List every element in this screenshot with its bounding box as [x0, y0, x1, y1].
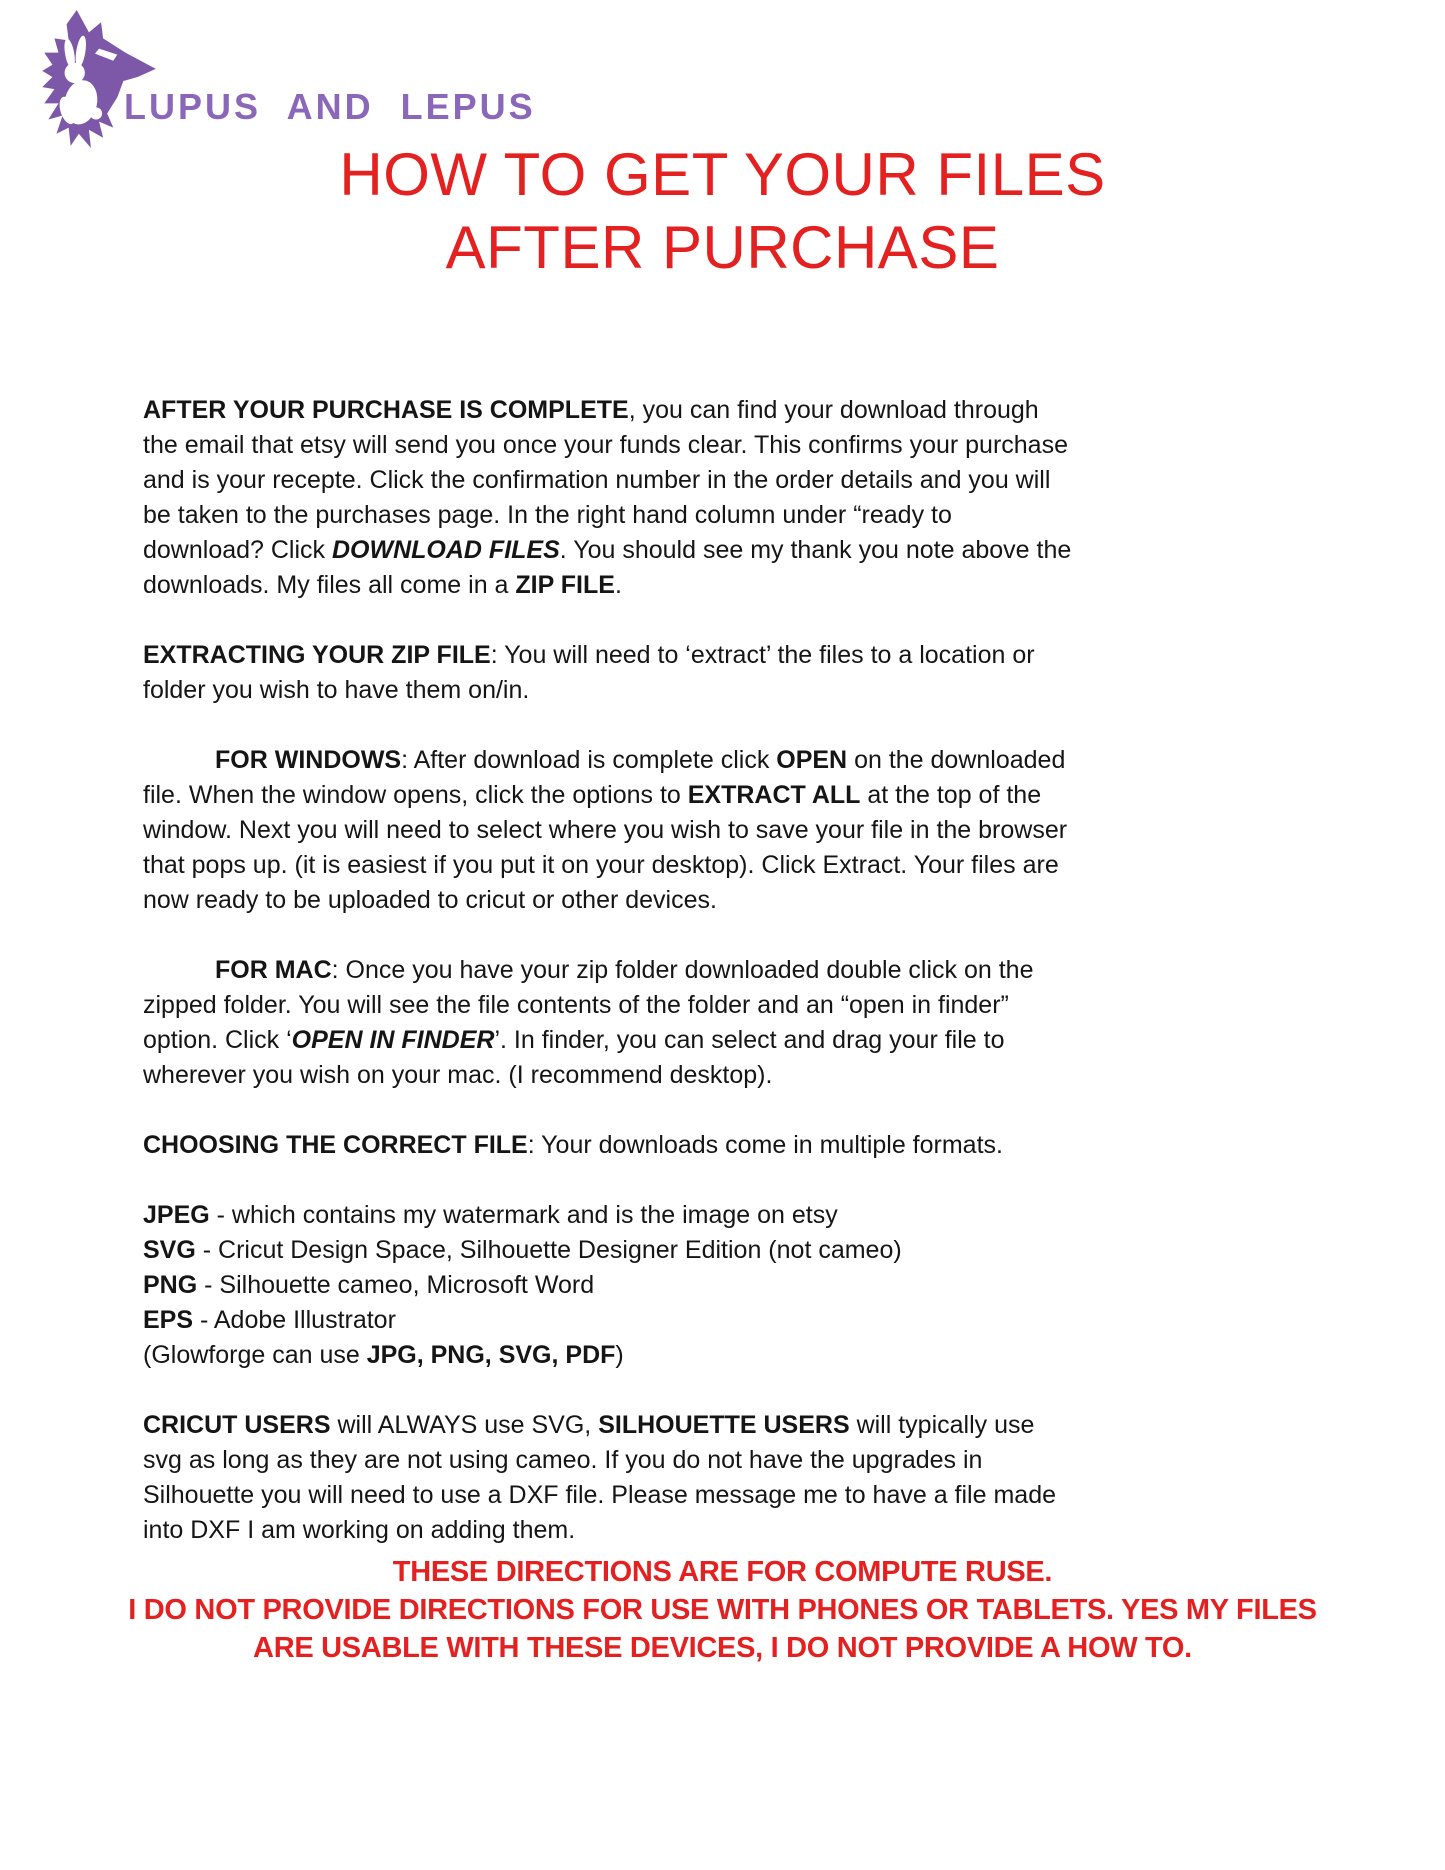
- page-title: [0, 138, 1445, 284]
- paragraph: PNG - Silhouette cameo, Microsoft Word: [143, 1271, 595, 1299]
- logo: [28, 8, 648, 158]
- brand-name: LUPUS AND LEPUS: [124, 86, 536, 127]
- paragraph: SVG - Cricut Design Space, Silhouette Designer Edition (not cameo): [143, 1236, 902, 1264]
- paragraph: FOR WINDOWS: After download is complete click OPEN on the downloaded file. When the window opens, click the options to EXTRACT ALL at the top of the window. Next you will need to select where you wish to save your file in the browser that pops up. (it is easiest if you put it on your desktop). Click Extract. Your files are now ready to be uploaded to cricut or other devices.: [143, 746, 1068, 914]
- warning-line: ARE USABLE WITH THESE DEVICES, I DO NOT PROVIDE A HOW TO.: [253, 1632, 1192, 1664]
- paragraph: FOR MAC: Once you have your zip folder downloaded double click on the zipped folder. You will see the file contents of the folder and an “open in finder” option. Click ‘OPEN IN FINDER’. In finder, you can select and drag your file to wherever you wish on your mac. (I recommend desktop).: [143, 956, 1034, 1089]
- body-text: [143, 393, 1073, 1548]
- page-title-line-2: AFTER PURCHASE: [445, 214, 1000, 281]
- page-title-line-1: HOW TO GET YOUR FILES: [339, 141, 1106, 208]
- warning-line: THESE DIRECTIONS ARE FOR COMPUTE RUSE.: [392, 1556, 1053, 1588]
- paragraph: JPEG - which contains my watermark and is the image on etsy: [143, 1201, 838, 1229]
- paragraph: CHOOSING THE CORRECT FILE: Your downloads come in multiple formats.: [143, 1131, 1003, 1159]
- paragraph: EXTRACTING YOUR ZIP FILE: You will need to ‘extract’ the files to a location or folder you wish to have them on/in.: [143, 641, 1035, 704]
- paragraph: CRICUT USERS will ALWAYS use SVG, SILHOUETTE USERS will typically use svg as long as they are not using cameo. If you do not have the upgrades in Silhouette you will need to use a DXF file. Please message me to have a file made into DXF I am working on adding them.: [143, 1411, 1057, 1544]
- warning-text: [0, 1553, 1445, 1667]
- paragraph: AFTER YOUR PURCHASE IS COMPLETE, you can find your download through the email that etsy will send you once your funds clear. This confirms your purchase and is your recepte. Click the confirmation number in the order details and you will be taken to the purchases page. In the right hand column under “ready to download? Click DOWNLOAD FILES. You should see my thank you note above the downloads. My files all come in a ZIP FILE.: [143, 396, 1072, 599]
- warning-line: I DO NOT PROVIDE DIRECTIONS FOR USE WITH PHONES OR TABLETS. YES MY FILES: [128, 1594, 1317, 1626]
- paragraph: EPS - Adobe Illustrator: [143, 1306, 396, 1334]
- paragraph: (Glowforge can use JPG, PNG, SVG, PDF): [143, 1341, 624, 1369]
- wolf-rabbit-logo-icon: [28, 8, 162, 152]
